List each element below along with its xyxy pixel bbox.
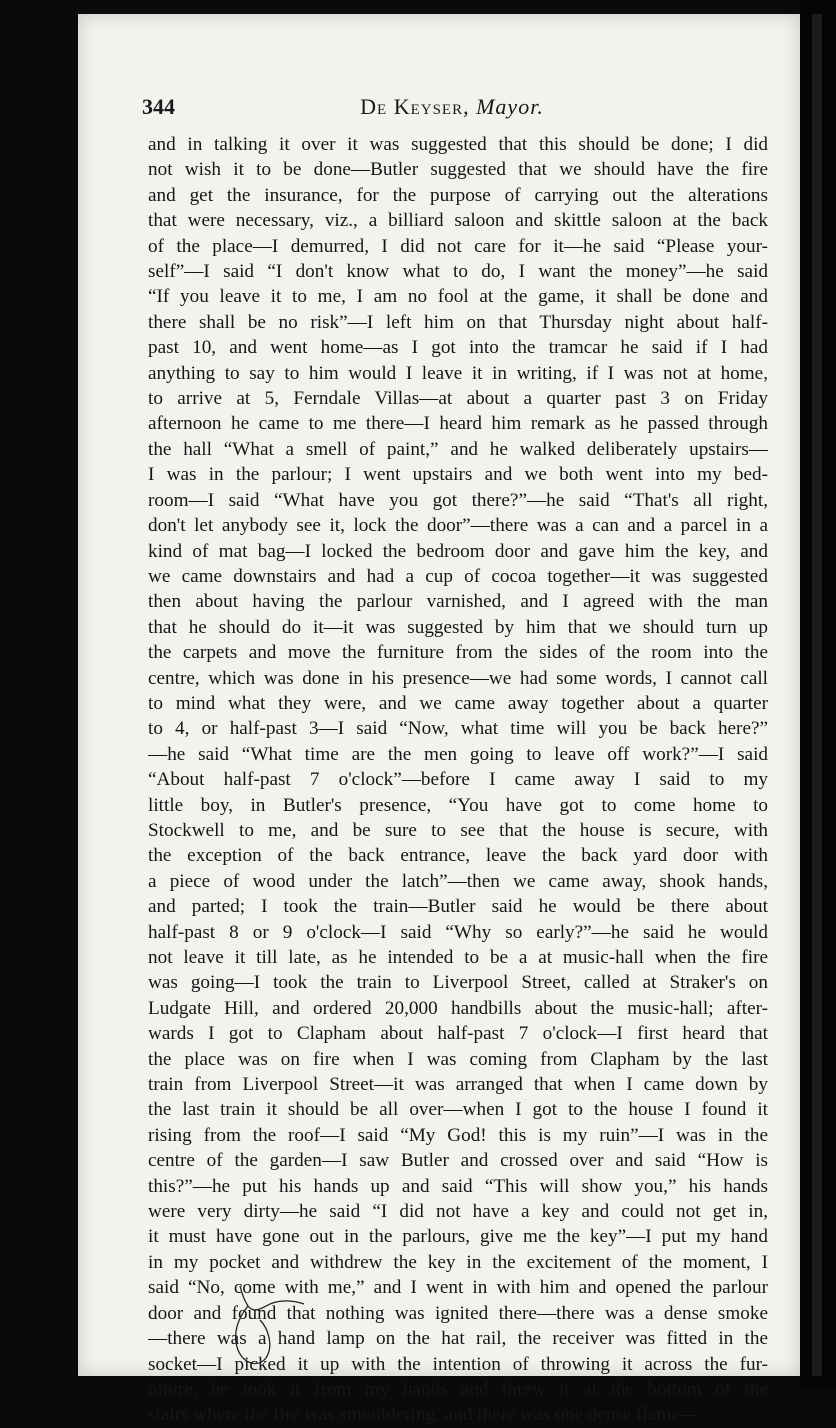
text-line: niture, he took it from my hands and threw it at the bottom of the	[148, 1378, 768, 1400]
text-line: train from Liverpool Street—it was arranged that when I came down by	[148, 1074, 768, 1096]
text-line: Stockwell to me, and be sure to see that the house is secure, with	[148, 819, 768, 841]
text-line: stairs where the fire was smouldering, and there was one dense flame—	[148, 1404, 699, 1426]
text-line: to 4, or half-past 3—I said “Now, what time will you be back here?”	[148, 718, 768, 740]
text-line: —he said “What time are the men going to leave off work?”—I said	[148, 743, 768, 765]
text-line: centre of the garden—I saw Butler and crossed over and said “How is	[148, 1150, 768, 1172]
page-header	[142, 94, 762, 124]
text-line: the exception of the back entrance, leave the back yard door with	[148, 845, 768, 867]
text-line: I was in the parlour; I went upstairs and we both went into my bed-	[148, 464, 768, 486]
text-line: we came downstairs and had a cup of cocoa together—it was suggested	[148, 565, 768, 587]
document-page	[78, 14, 800, 1426]
running-head-title: Mayor.	[476, 94, 544, 119]
text-line: this?”—he put his hands up and said “This will show you,” his hands	[148, 1175, 768, 1197]
text-line: of the place—I demurred, I did not care for it—he said “Please your-	[148, 235, 768, 257]
text-line: kind of mat bag—I locked the bedroom door and gave him the key, and	[148, 540, 768, 562]
text-line: were very dirty—he said “I did not have a key and could not get in,	[148, 1201, 768, 1223]
body-text	[148, 132, 768, 1428]
text-line: in my pocket and withdrew the key in the excitement of the moment, I	[148, 1251, 768, 1273]
text-line: to mind what they were, and we came away together about a quarter	[148, 692, 768, 714]
text-line: then about having the parlour varnished, and I agreed with the man	[148, 591, 768, 613]
text-line: half-past 8 or 9 o'clock—I said “Why so early?”—he said he would	[148, 921, 768, 943]
running-head	[142, 94, 762, 120]
text-line: wards I got to Clapham about half-past 7 o'clock—I first heard that	[148, 1023, 768, 1045]
text-line: don't let anybody see it, lock the door”—there was a can and a parcel in a	[148, 515, 768, 537]
page-number: 344	[142, 94, 175, 119]
text-line: not wish it to be done—Butler suggested that we should have the fire	[148, 159, 768, 181]
text-line: was going—I took the train to Liverpool Street, called at Straker's on	[148, 972, 768, 994]
text-line: centre, which was done in his presence—we had some words, I cannot call	[148, 667, 768, 689]
text-line: there shall be no risk”—I left him on that Thursday night about half-	[148, 311, 768, 333]
text-line: little boy, in Butler's presence, “You have got to come home to	[148, 794, 768, 816]
book-spine-strip	[812, 14, 822, 1376]
text-line: Ludgate Hill, and ordered 20,000 handbills about the music-hall; after-	[148, 997, 768, 1019]
text-line: socket—I picked it up with the intention of throwing it across the fur-	[148, 1353, 768, 1375]
text-line: door and found that nothing was ignited there—there was a dense smoke	[148, 1302, 768, 1324]
text-line: said “No, come with me,” and I went in with him and opened the parlour	[148, 1277, 768, 1299]
text-line: anything to say to him would I leave it in writing, if I was not at home,	[148, 362, 768, 384]
text-line: the hall “What a smell of paint,” and he walked deliberately upstairs—	[148, 438, 768, 460]
text-line: “If you leave it to me, I am no fool at the game, it shall be done and	[148, 286, 768, 308]
text-line: a piece of wood under the latch”—then we came away, shook hands,	[148, 870, 768, 892]
text-line: self”—I said “I don't know what to do, I want the money”—he said	[148, 261, 768, 283]
text-line: it must have gone out in the parlours, give me the key”—I put my hand	[148, 1226, 768, 1248]
text-line: that were necessary, viz., a billiard saloon and skittle saloon at the back	[148, 210, 768, 232]
text-line: “About half-past 7 o'clock”—before I came away I said to my	[148, 769, 768, 791]
text-line: afternoon he came to me there—I heard him remark as he passed through	[148, 413, 768, 435]
text-line: rising from the roof—I said “My God! this is my ruin”—I was in the	[148, 1124, 768, 1146]
text-line: and get the insurance, for the purpose of carrying out the alterations	[148, 184, 768, 206]
text-line: and parted; I took the train—Butler said he would be there about	[148, 896, 768, 918]
handwritten-mark	[218, 1284, 338, 1374]
text-line: the carpets and move the furniture from the sides of the room into the	[148, 642, 768, 664]
text-line: and in talking it over it was suggested that this should be done; I did	[148, 134, 768, 155]
text-line: —there was a hand lamp on the hat rail, the receiver was fitted in the	[148, 1328, 768, 1350]
text-line: to arrive at 5, Ferndale Villas—at about a quarter past 3 on Friday	[148, 388, 768, 410]
text-line: room—I said “What have you got there?”—he said “That's all right,	[148, 489, 768, 511]
text-line: that he should do it—it was suggested by him that we should turn up	[148, 616, 768, 638]
text-line: not leave it till late, as he intended to be a at music-hall when the fire	[148, 947, 768, 968]
text-line: past 10, and went home—as I got into the tramcar he said if I had	[148, 337, 768, 359]
text-line: the last train it should be all over—when I got to the house I found it	[148, 1099, 768, 1121]
running-head-name: De Keyser,	[360, 94, 470, 119]
text-line: the place was on fire when I was coming from Clapham by the last	[148, 1048, 768, 1070]
